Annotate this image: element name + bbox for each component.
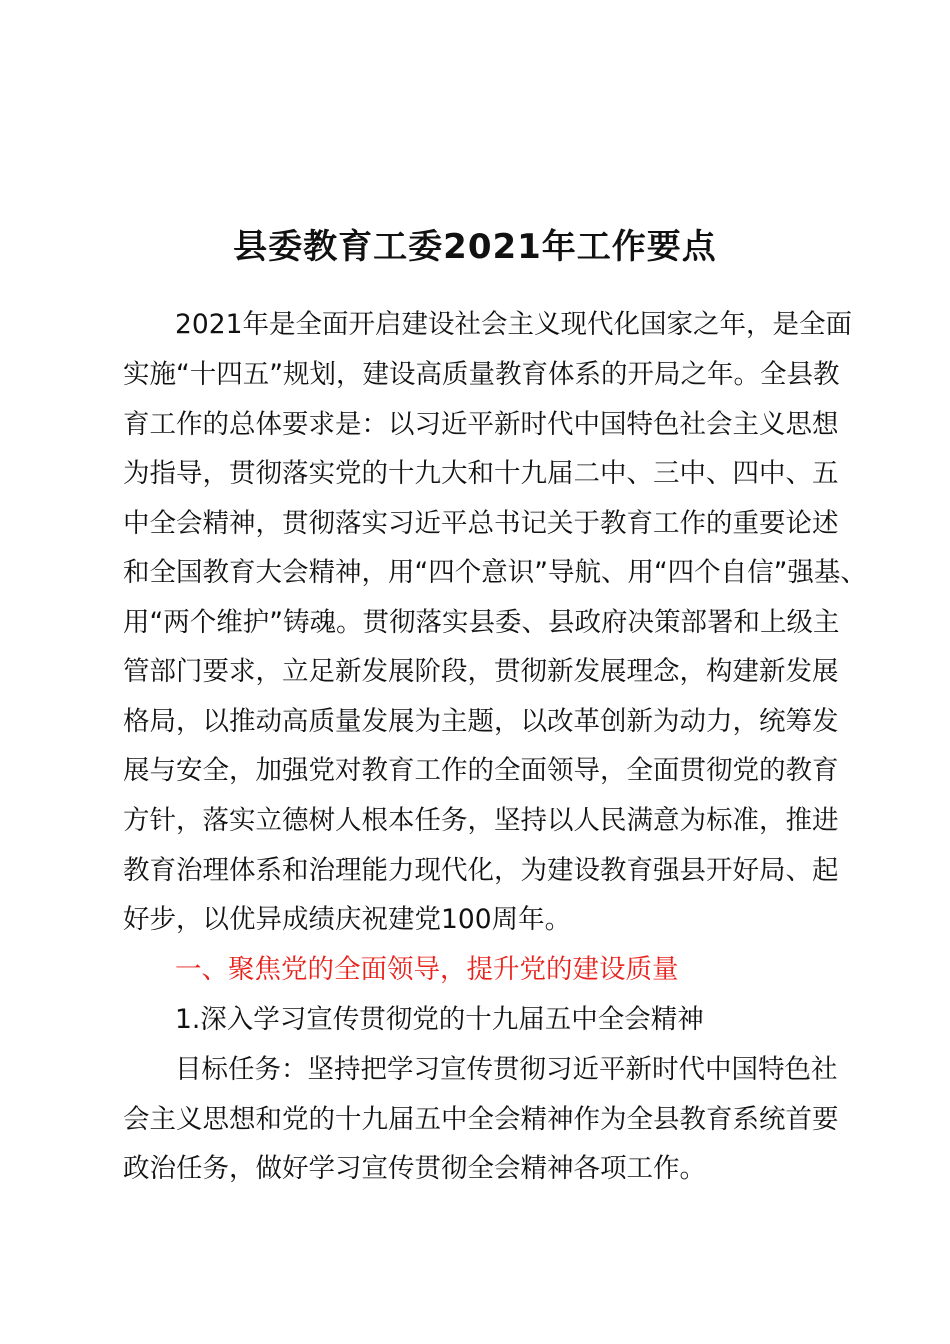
paragraph-line: 中全会精神，贯彻落实习近平总书记关于教育工作的重要论述 xyxy=(123,508,839,539)
paragraph-line: 格局，以推动高质量发展为主题，以改革创新为动力，统筹发 xyxy=(123,706,839,737)
paragraph-line: 用“两个维护”铸魂。贯彻落实县委、县政府决策部署和上级主 xyxy=(123,607,840,638)
paragraph-line: 政治任务，做好学习宣传贯彻全会精神各项工作。 xyxy=(123,1153,706,1184)
paragraph-line: 方针，落实立德树人根本任务，坚持以人民满意为标准，推进 xyxy=(123,805,839,836)
paragraph-line: 实施“十四五”规划，建设高质量教育体系的开局之年。全县教 xyxy=(123,359,840,390)
paragraph-line: 和全国教育大会精神，用“四个意识”导航、用“四个自信”强基、 xyxy=(123,557,867,588)
document-title: 县委教育工委2021年工作要点 xyxy=(233,227,717,267)
paragraph-line: 育工作的总体要求是：以习近平新时代中国特色社会主义思想 xyxy=(123,409,839,440)
paragraph-line: 管部门要求，立足新发展阶段，贯彻新发展理念，构建新发展 xyxy=(123,656,839,687)
paragraph-line: 目标任务：坚持把学习宣传贯彻习近平新时代中国特色社 xyxy=(175,1054,838,1085)
item-heading: 1.深入学习宣传贯彻党的十九届五中全会精神 xyxy=(175,1004,704,1035)
paragraph-line: 好步，以优异成绩庆祝建党100周年。 xyxy=(123,904,572,935)
paragraph-line: 会主义思想和党的十九届五中全会精神作为全县教育系统首要 xyxy=(123,1104,839,1135)
paragraph-line: 教育治理体系和治理能力现代化，为建设教育强县开好局、起 xyxy=(123,855,839,886)
section-heading: 一、聚焦党的全面领导，提升党的建设质量 xyxy=(175,954,679,985)
paragraph-line: 展与安全，加强党对教育工作的全面领导，全面贯彻党的教育 xyxy=(123,755,839,786)
paragraph-line: 2021年是全面开启建设社会主义现代化国家之年，是全面 xyxy=(175,309,852,340)
paragraph-line: 为指导，贯彻落实党的十九大和十九届二中、三中、四中、五 xyxy=(123,458,839,489)
